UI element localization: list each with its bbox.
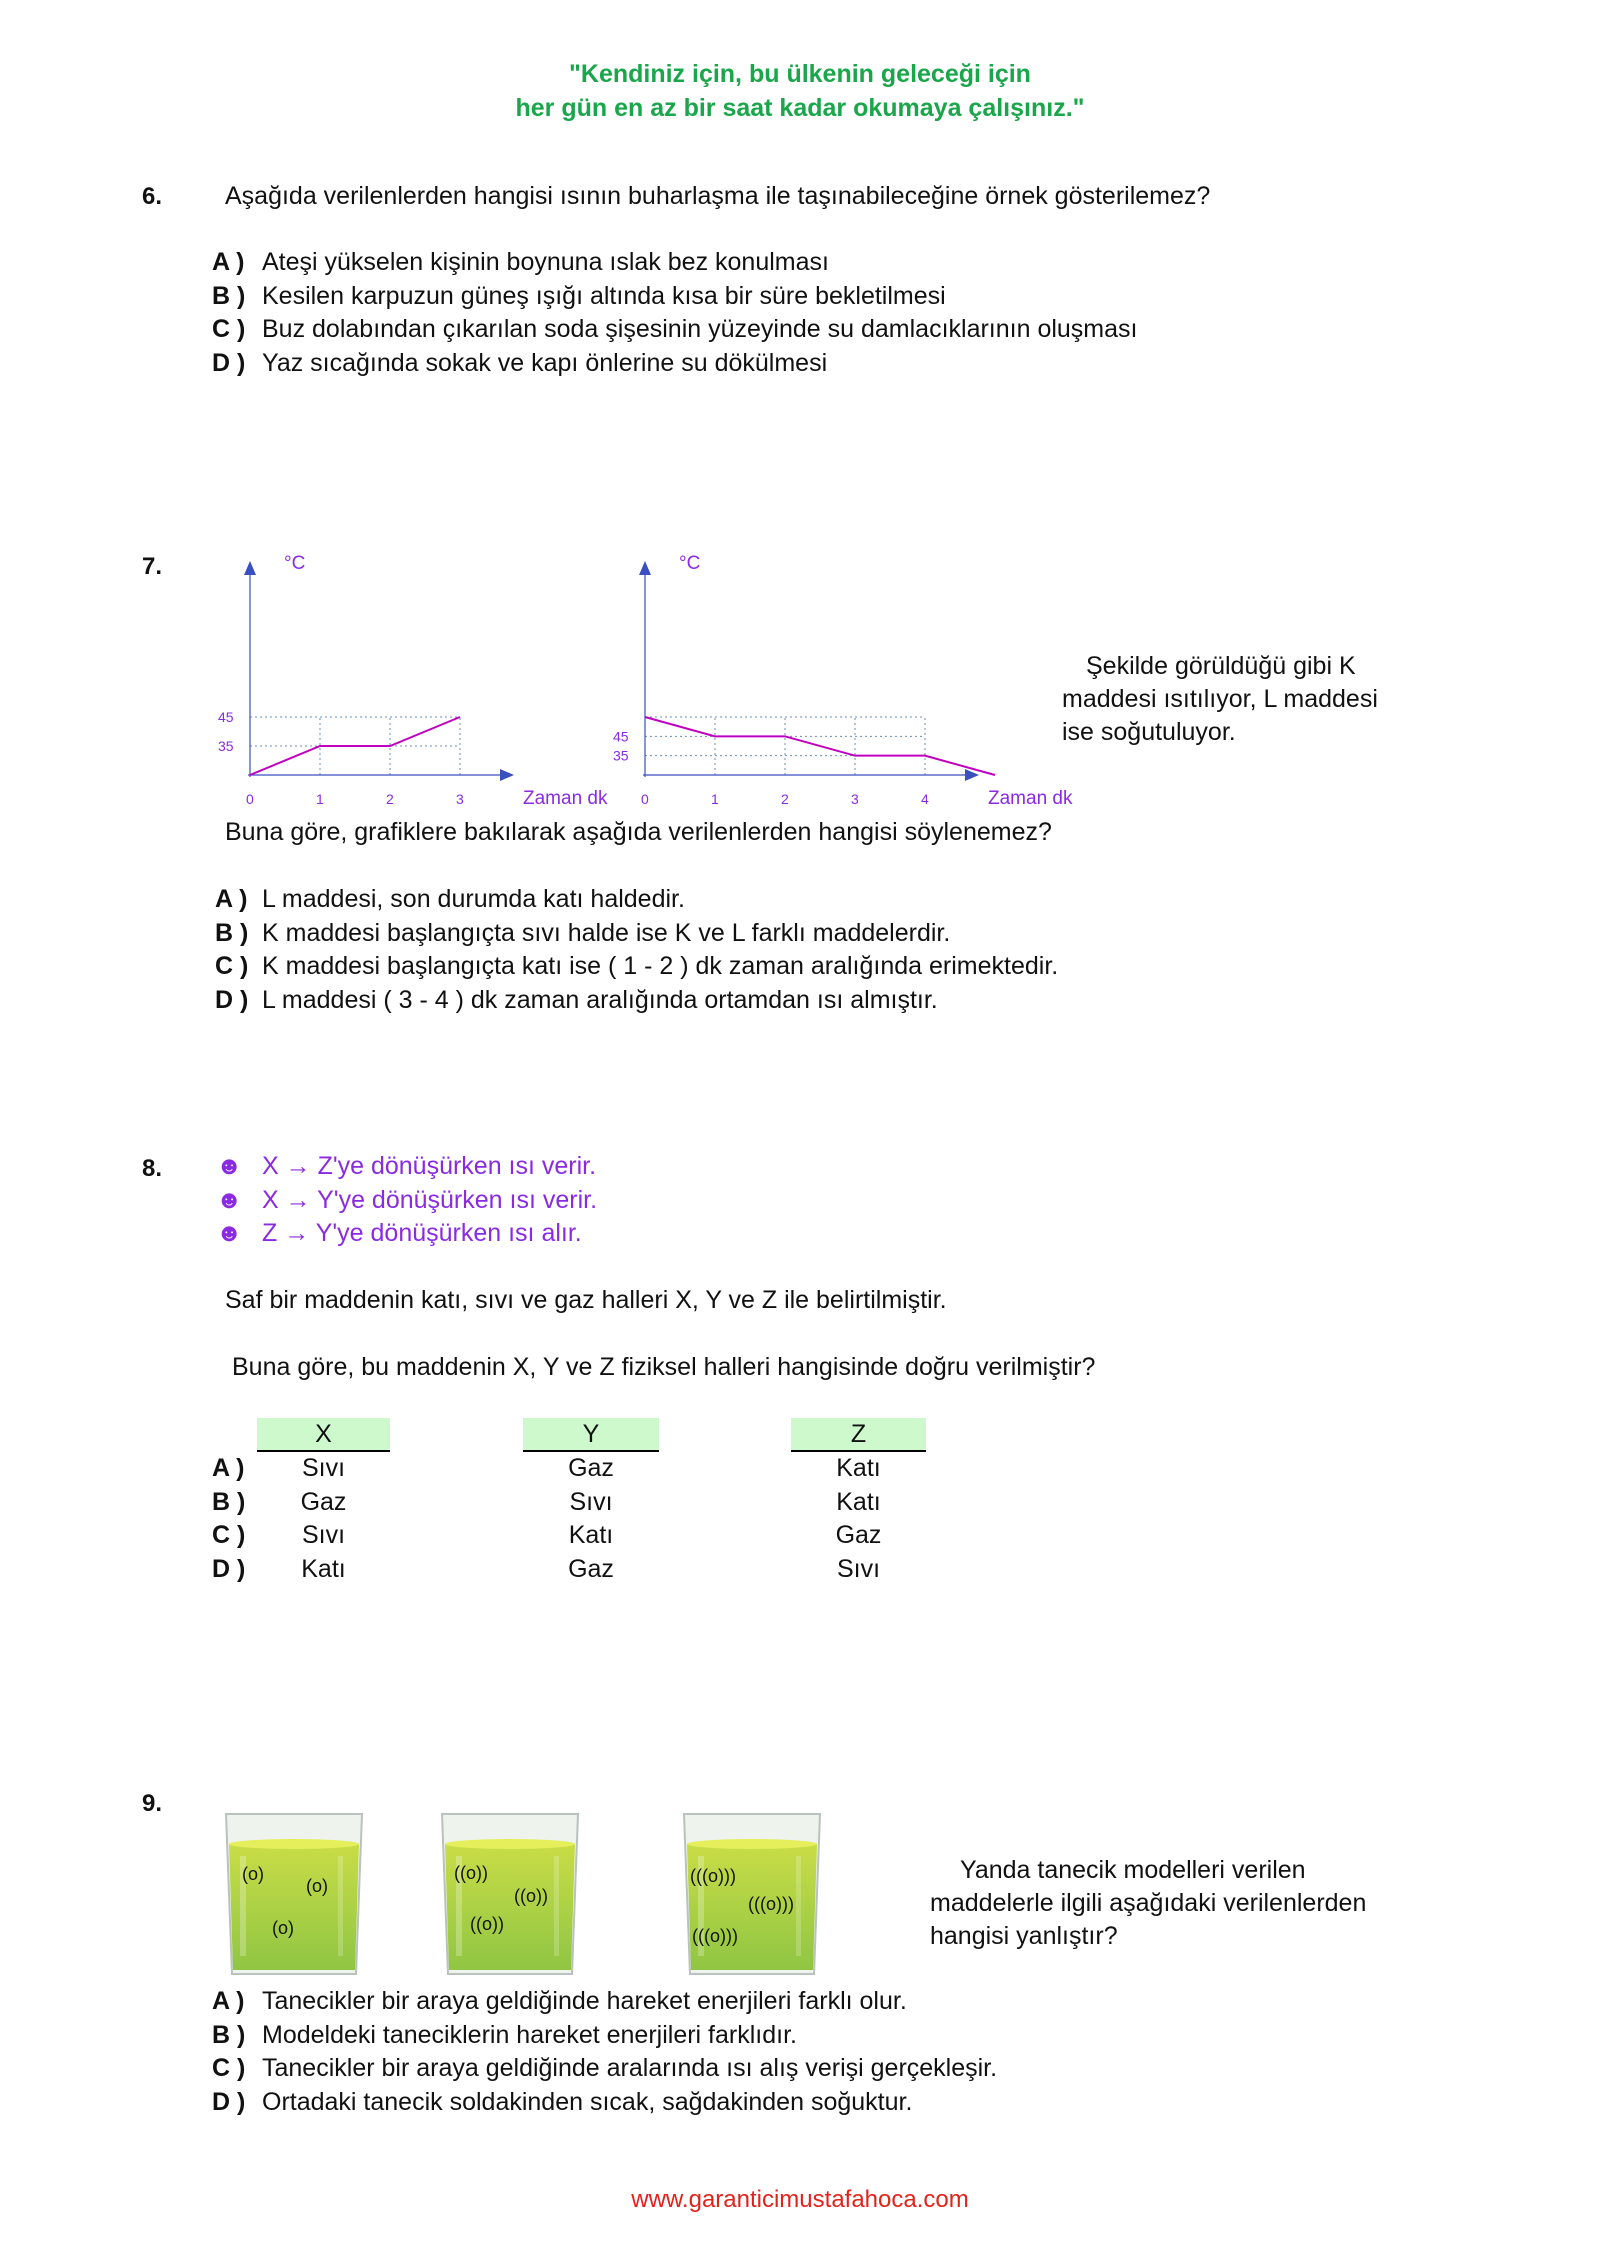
question-9-side-text bbox=[930, 1854, 1366, 1953]
option-a bbox=[212, 246, 1137, 280]
motto-line-1: "Kendiniz için, bu ülkenin geleceği için bbox=[569, 60, 1031, 88]
bullet-icon: ☻ bbox=[216, 1152, 243, 1180]
option-label: B ) bbox=[212, 281, 246, 310]
glass-icon bbox=[220, 1808, 368, 1980]
option-d bbox=[215, 984, 1058, 1018]
chart-k-heating bbox=[210, 545, 630, 825]
option-text: Tanecikler bir araya geldiğinde hareket enerjileri farklı olur. bbox=[262, 1987, 907, 2015]
question-8-table bbox=[212, 1418, 932, 1588]
cell-z: Katı bbox=[836, 1454, 881, 1482]
cell-x: Sıvı bbox=[301, 1521, 346, 1549]
x-tick-label: 2 bbox=[386, 791, 394, 807]
x-axis-title: Zaman dk bbox=[988, 788, 1073, 809]
option-label: A ) bbox=[212, 248, 245, 276]
statement-item bbox=[216, 1184, 597, 1218]
option-d bbox=[212, 347, 1137, 381]
cell-z: Sıvı bbox=[836, 1554, 881, 1583]
option-text: L maddesi ( 3 - 4 ) dk zaman aralığında ortamdan ısı almıştır. bbox=[262, 985, 938, 1014]
question-9-options bbox=[212, 1985, 997, 2119]
option-label: D ) bbox=[212, 2087, 246, 2116]
question-8-number: 8. bbox=[142, 1155, 163, 1182]
particle-label: (((o))) bbox=[692, 1926, 738, 1946]
option-text: Tanecikler bir araya geldiğinde aralarında ısı alış verişi gerçekleşir. bbox=[262, 2054, 998, 2082]
side-line: hangisi yanlıştır? bbox=[930, 1922, 1118, 1950]
x-tick-label: 2 bbox=[781, 791, 789, 807]
side-line: Yanda tanecik modelleri verilen bbox=[960, 1856, 1306, 1884]
x-axis-arrow-icon bbox=[500, 769, 514, 781]
side-line: ise soğutuluyor. bbox=[1062, 718, 1236, 746]
option-d bbox=[212, 2086, 997, 2120]
statement-text: X → Y'ye dönüşürken ısı verir. bbox=[262, 1185, 598, 1214]
particle-label: (o) bbox=[242, 1864, 264, 1884]
cell-y: Gaz bbox=[568, 1554, 614, 1583]
cell-y: Katı bbox=[568, 1521, 614, 1549]
question-8-text-2: Buna göre, bu maddenin X, Y ve Z fiziksel halleri hangisinde doğru verilmiştir? bbox=[232, 1353, 1096, 1381]
row-label: A ) bbox=[212, 1454, 245, 1482]
glass-icon bbox=[436, 1808, 584, 1980]
option-text: K maddesi başlangıçta katı ise ( 1 - 2 ) dk zaman aralığında erimektedir. bbox=[262, 952, 1059, 980]
cell-z: Katı bbox=[836, 1487, 881, 1516]
option-text: Ateşi yükselen kişinin boynuna ıslak bez konulması bbox=[262, 248, 829, 276]
series-line bbox=[645, 717, 995, 775]
option-c bbox=[212, 2052, 997, 2086]
option-b bbox=[212, 2019, 997, 2053]
question-6-number: 6. bbox=[142, 183, 163, 210]
statement-item bbox=[216, 1217, 597, 1251]
cell-x: Gaz bbox=[300, 1487, 347, 1516]
x-tick-label: 0 bbox=[246, 791, 254, 807]
option-a bbox=[212, 1985, 997, 2019]
particle-glasses bbox=[220, 1808, 920, 1988]
option-label: C ) bbox=[212, 315, 246, 343]
option-text: L maddesi, son durumda katı haldedir. bbox=[262, 885, 685, 913]
question-6-text: Aşağıda verilenlerden hangisi ısının buharlaşma ile taşınabileceğine örnek gösterilemez? bbox=[225, 182, 1211, 210]
particle-label: (o) bbox=[272, 1918, 294, 1938]
option-a bbox=[215, 883, 1058, 917]
motto-line-2: her gün en az bir saat kadar okumaya çalışınız." bbox=[515, 94, 1085, 122]
cell-y: Sıvı bbox=[569, 1487, 613, 1516]
question-7-number: 7. bbox=[142, 553, 163, 580]
option-b bbox=[215, 917, 1058, 951]
row-label: B ) bbox=[212, 1487, 246, 1516]
option-label: B ) bbox=[212, 2020, 246, 2049]
y-tick-label: 35 bbox=[613, 747, 629, 764]
x-axis-title: Zaman dk bbox=[523, 788, 608, 809]
statement-text: X → Z'ye dönüşürken ısı verir. bbox=[262, 1152, 597, 1180]
row-label: C ) bbox=[212, 1521, 246, 1549]
option-label: A ) bbox=[215, 885, 248, 913]
option-text: Yaz sıcağında sokak ve kapı önlerine su dökülmesi bbox=[262, 348, 828, 377]
x-tick-label: 1 bbox=[711, 791, 719, 807]
option-label: C ) bbox=[215, 952, 249, 980]
y-tick-label: 35 bbox=[218, 738, 234, 754]
question-7-text: Buna göre, grafiklere bakılarak aşağıda verilenlerden hangisi söylenemez? bbox=[225, 818, 1052, 846]
particle-label: ((o)) bbox=[470, 1914, 504, 1934]
chart-k-svg bbox=[210, 545, 630, 820]
x-tick-label: 3 bbox=[851, 791, 859, 807]
question-8-text-1: Saf bir maddenin katı, sıvı ve gaz halleri X, Y ve Z ile belirtilmiştir. bbox=[225, 1286, 947, 1314]
question-9-number: 9. bbox=[142, 1790, 163, 1817]
side-line: maddesi ısıtılıyor, L maddesi bbox=[1062, 685, 1378, 713]
option-label: A ) bbox=[212, 1987, 245, 2015]
x-tick-label: 1 bbox=[316, 791, 324, 807]
cell-z: Gaz bbox=[835, 1521, 882, 1549]
cell-x: Katı bbox=[301, 1554, 346, 1583]
x-tick-label: 0 bbox=[641, 791, 649, 807]
x-tick-label: 4 bbox=[921, 791, 929, 807]
option-c bbox=[215, 950, 1058, 984]
statement-text: Z → Y'ye dönüşürken ısı alır. bbox=[262, 1219, 582, 1247]
particle-label: ((o)) bbox=[514, 1886, 548, 1906]
question-6-options bbox=[212, 246, 1137, 380]
chart-l-cooling bbox=[605, 545, 1105, 825]
column-header-x: X bbox=[257, 1418, 390, 1452]
y-axis-arrow-icon bbox=[639, 561, 651, 575]
side-line: Şekilde görüldüğü gibi K bbox=[1086, 652, 1356, 680]
bullet-icon: ☻ bbox=[216, 1219, 243, 1247]
option-text: Modeldeki taneciklerin hareket enerjileri farklıdır. bbox=[262, 2020, 797, 2049]
column-header-z: Z bbox=[791, 1418, 926, 1452]
chart-l-svg bbox=[605, 545, 1105, 820]
option-text: K maddesi başlangıçta sıvı halde ise K ve L farklı maddelerdir. bbox=[262, 918, 951, 947]
option-text: Ortadaki tanecik soldakinden sıcak, sağdakinden soğuktur. bbox=[262, 2087, 913, 2116]
bullet-icon: ☻ bbox=[216, 1185, 243, 1214]
y-tick-label: 45 bbox=[218, 709, 234, 725]
cell-y: Gaz bbox=[568, 1454, 614, 1482]
option-b bbox=[212, 280, 1137, 314]
x-tick-label: 3 bbox=[456, 791, 464, 807]
row-label: D ) bbox=[212, 1554, 246, 1583]
statement-item bbox=[216, 1150, 597, 1184]
option-text: Kesilen karpuzun güneş ışığı altında kısa bir süre bekletilmesi bbox=[262, 281, 946, 310]
option-label: B ) bbox=[215, 918, 249, 947]
y-tick-label: 45 bbox=[613, 728, 629, 745]
particle-label: (((o))) bbox=[748, 1894, 794, 1914]
y-axis-title: °C bbox=[284, 553, 306, 574]
option-c bbox=[212, 313, 1137, 347]
particle-label: ((o)) bbox=[454, 1863, 488, 1883]
question-7-options bbox=[215, 883, 1058, 1017]
particle-label: (((o))) bbox=[690, 1866, 736, 1886]
option-text: Buz dolabından çıkarılan soda şişesinin yüzeyinde su damlacıklarının oluşması bbox=[262, 315, 1138, 343]
option-label: C ) bbox=[212, 2054, 246, 2082]
side-line: maddelerle ilgili aşağıdaki verilenlerden bbox=[930, 1889, 1367, 1917]
y-axis-title: °C bbox=[679, 553, 701, 574]
cell-x: Sıvı bbox=[301, 1454, 346, 1482]
option-label: D ) bbox=[212, 348, 246, 377]
particle-label: (o) bbox=[306, 1876, 328, 1896]
question-7-side-text bbox=[1062, 650, 1378, 749]
footer-url[interactable]: www.garanticimustafahoca.com bbox=[631, 2186, 969, 2213]
column-header-y: Y bbox=[523, 1418, 659, 1452]
option-label: D ) bbox=[215, 985, 249, 1014]
y-axis-arrow-icon bbox=[244, 561, 256, 575]
question-8-statements bbox=[216, 1150, 597, 1251]
